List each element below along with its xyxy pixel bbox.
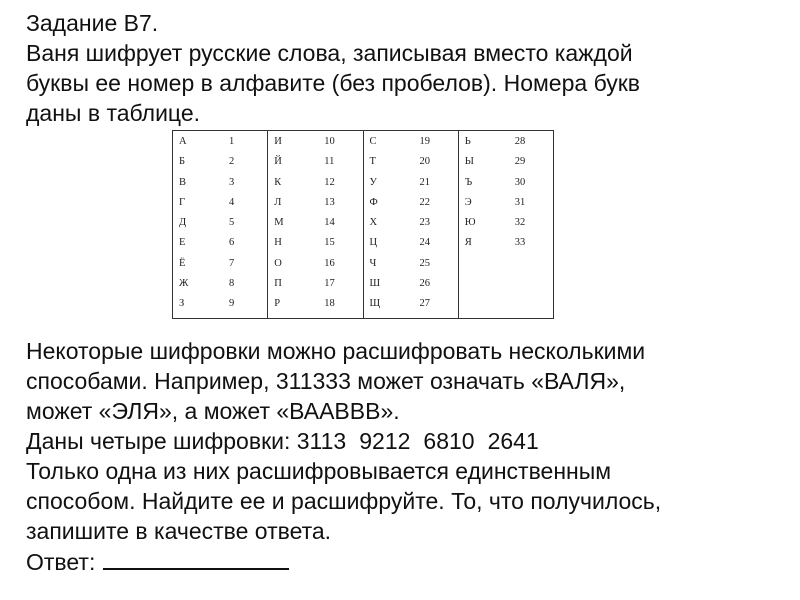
- letter-cell: Ч: [369, 257, 377, 269]
- alphabet-row: [364, 213, 458, 233]
- letter-cell: Б: [179, 156, 186, 168]
- number-cell: 20: [419, 156, 430, 168]
- intro-line-2: буквы ее номер в алфавите (без пробелов). Номера букв: [26, 70, 641, 96]
- alphabet-table: [172, 130, 554, 319]
- codes-line: [26, 426, 661, 456]
- body-line-6: способом. Найдите ее и расшифруйте. То, что получилось,: [26, 488, 662, 514]
- letter-cell: Ь: [464, 136, 471, 147]
- answer-label: Ответ:: [26, 549, 96, 575]
- body-line-2: способами. Например, 311333 может означать «ВАЛЯ»,: [26, 368, 626, 394]
- alphabet-row: [364, 294, 458, 314]
- number-cell: 2: [229, 156, 235, 168]
- alphabet-row: [268, 254, 362, 274]
- number-cell: 26: [419, 278, 430, 290]
- task-intro: [26, 8, 640, 128]
- number-cell: 17: [324, 278, 335, 290]
- number-cell: 19: [419, 136, 430, 147]
- letter-cell: Ф: [369, 196, 378, 208]
- letter-cell: М: [274, 217, 284, 229]
- letter-cell: Я: [464, 237, 472, 249]
- alphabet-row: [364, 233, 458, 253]
- code-3: 6810: [423, 428, 475, 454]
- letter-cell: Й: [274, 156, 282, 168]
- number-cell: 24: [419, 237, 430, 249]
- alphabet-row: [173, 233, 267, 253]
- letter-cell: К: [274, 176, 282, 188]
- alphabet-row: [268, 152, 362, 172]
- number-cell: 12: [324, 176, 335, 188]
- answer-line: [26, 546, 661, 577]
- letter-cell: Ж: [179, 278, 189, 290]
- letter-cell: Е: [179, 237, 186, 249]
- alphabet-row: [268, 213, 362, 233]
- number-cell: 3: [229, 176, 235, 188]
- letter-cell: Ш: [369, 278, 381, 290]
- alphabet-row: [364, 173, 458, 193]
- letter-cell: Э: [464, 196, 472, 208]
- alphabet-row: [173, 132, 267, 152]
- alphabet-row: [173, 173, 267, 193]
- number-cell: 29: [514, 156, 526, 168]
- letter-cell: А: [179, 136, 187, 147]
- number-cell: 16: [324, 257, 335, 269]
- letter-cell: Н: [274, 237, 282, 249]
- alphabet-column: [173, 131, 268, 318]
- alphabet-row: [459, 233, 553, 253]
- number-cell: 27: [419, 298, 430, 310]
- codes-label: Даны четыре шифровки:: [26, 428, 297, 454]
- alphabet-row: [268, 132, 362, 152]
- number-cell: 15: [324, 237, 335, 249]
- number-cell: 1: [229, 136, 235, 147]
- alphabet-row: [268, 193, 362, 213]
- alphabet-row: [173, 294, 267, 314]
- letter-cell: Ю: [464, 217, 476, 229]
- alphabet-row: [173, 254, 267, 274]
- letter-cell: Т: [369, 156, 376, 168]
- number-cell: 4: [229, 196, 235, 208]
- number-cell: 25: [419, 257, 430, 269]
- number-cell: 18: [324, 298, 335, 310]
- number-cell: 9: [229, 298, 235, 310]
- number-cell: 7: [229, 257, 235, 269]
- alphabet-row: [364, 152, 458, 172]
- alphabet-row: [268, 173, 362, 193]
- number-cell: 10: [324, 136, 335, 147]
- letter-cell: Л: [274, 196, 282, 208]
- number-cell: 31: [514, 196, 526, 208]
- letter-cell: Ё: [179, 257, 186, 269]
- letter-cell: У: [369, 176, 377, 188]
- alphabet-row: [268, 294, 362, 314]
- letter-cell: Р: [274, 298, 281, 310]
- alphabet-row: [364, 193, 458, 213]
- letter-cell: Д: [179, 217, 187, 229]
- number-cell: 32: [514, 217, 526, 229]
- body-line-3: может «ЭЛЯ», а может «ВААВВВ».: [26, 398, 400, 424]
- number-cell: 6: [229, 237, 235, 249]
- body-line-7: запишите в качестве ответа.: [26, 518, 332, 544]
- letter-cell: Ы: [464, 156, 474, 168]
- letter-cell: Ъ: [464, 176, 473, 188]
- alphabet-row: [173, 152, 267, 172]
- alphabet-column: [459, 131, 553, 318]
- code-4: 2641: [487, 428, 539, 454]
- alphabet-row: [459, 132, 553, 152]
- alphabet-row: [459, 213, 553, 233]
- alphabet-row: [459, 152, 553, 172]
- intro-line-3: даны в таблице.: [26, 100, 201, 126]
- body-line-1: Некоторые шифровки можно расшифровать несколькими: [26, 338, 646, 364]
- letter-cell: В: [179, 176, 187, 188]
- intro-line-1: Ваня шифрует русские слова, записывая вместо каждой: [26, 40, 633, 66]
- number-cell: 13: [324, 196, 335, 208]
- letter-cell: Х: [369, 217, 378, 229]
- code-1: 3113: [296, 428, 347, 454]
- number-cell: 14: [324, 217, 335, 229]
- letter-cell: З: [179, 298, 185, 310]
- alphabet-row: [459, 173, 553, 193]
- letter-cell: Г: [179, 196, 186, 208]
- body-line-5: Только одна из них расшифровывается единственным: [26, 458, 612, 484]
- answer-blank[interactable]: [103, 546, 289, 570]
- number-cell: 21: [419, 176, 430, 188]
- alphabet-column: [364, 131, 459, 318]
- alphabet-row: [173, 274, 267, 294]
- alphabet-row: [173, 193, 267, 213]
- code-2: 9212: [359, 428, 411, 454]
- letter-cell: П: [274, 278, 282, 290]
- alphabet-row: [364, 132, 458, 152]
- letter-cell: И: [274, 136, 282, 147]
- letter-cell: О: [274, 257, 282, 269]
- alphabet-row: [459, 193, 553, 213]
- number-cell: 22: [419, 196, 430, 208]
- alphabet-column: [268, 131, 363, 318]
- alphabet-row: [268, 274, 362, 294]
- number-cell: 8: [229, 278, 235, 290]
- letter-cell: Щ: [369, 298, 381, 310]
- letter-cell: Ц: [369, 237, 378, 249]
- number-cell: 30: [514, 176, 526, 188]
- alphabet-row: [268, 233, 362, 253]
- letter-cell: С: [369, 136, 377, 147]
- number-cell: 23: [419, 217, 430, 229]
- alphabet-row: [364, 254, 458, 274]
- alphabet-row: [364, 274, 458, 294]
- task-body: [26, 336, 661, 577]
- task-title: Задание В7.: [26, 10, 159, 36]
- number-cell: 11: [324, 156, 335, 168]
- number-cell: 33: [514, 237, 526, 249]
- number-cell: 28: [514, 136, 526, 147]
- alphabet-row: [173, 213, 267, 233]
- number-cell: 5: [229, 217, 235, 229]
